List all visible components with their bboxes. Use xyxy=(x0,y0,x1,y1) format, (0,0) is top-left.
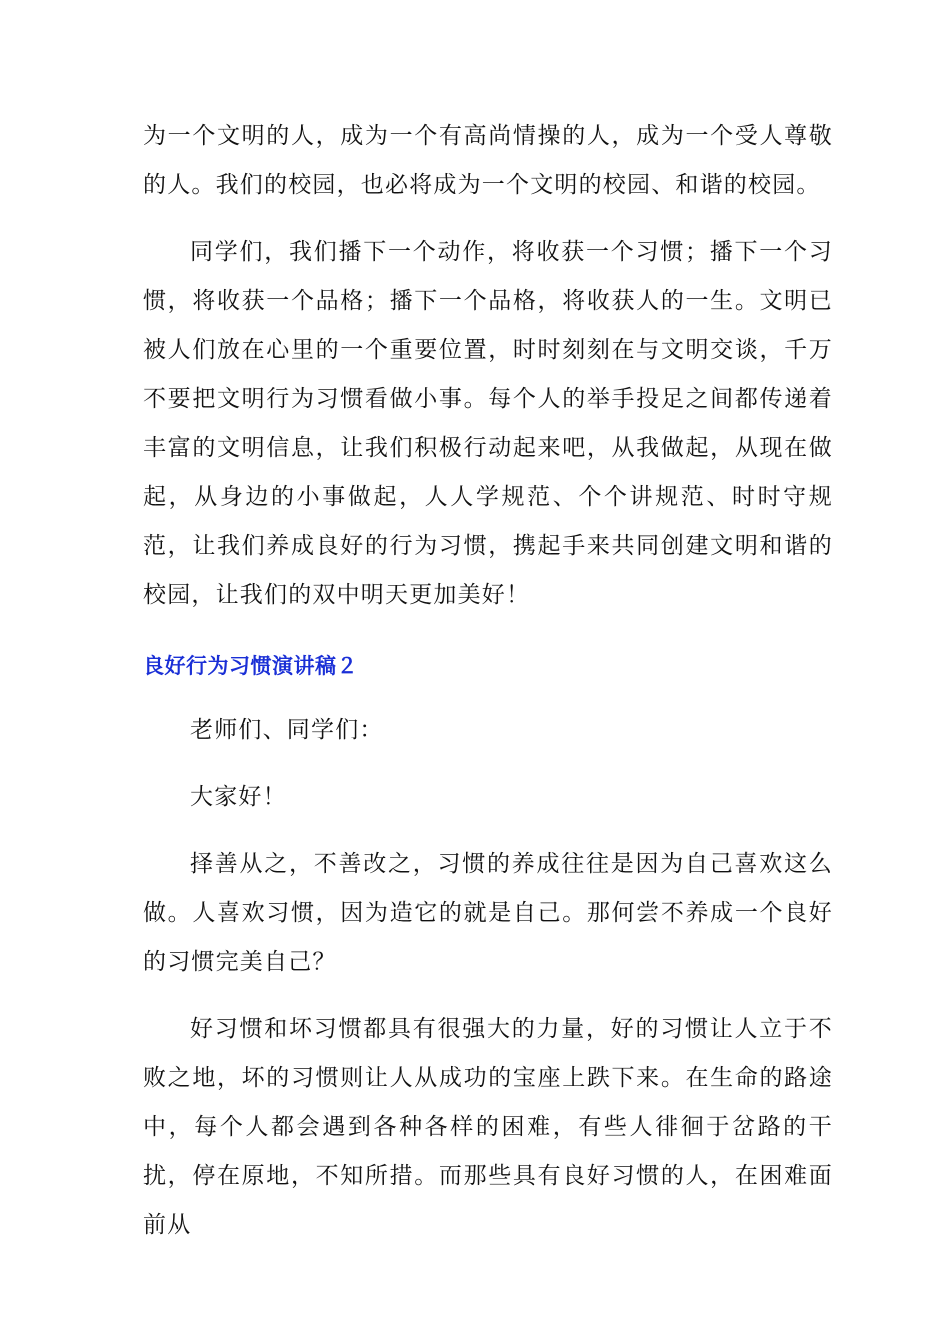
paragraph-habit-power: 好习惯和坏习惯都具有很强大的力量，好的习惯让人立于不败之地，坏的习惯则让人从成功的宝座上跌下来。在生命的路途中，每个人都会遇到各种各样的困难，有些人徘徊于岔路的干扰，停在原地，不知所措。而那些具有良好习惯的人，在困难面前从 xyxy=(143,1016,833,1238)
document-page xyxy=(143,112,833,1250)
section-heading: 良好行为习惯演讲稿２ xyxy=(143,654,358,678)
greeting-line: 老师们、同学们： xyxy=(190,717,384,743)
hello-line: 大家好！ xyxy=(190,784,287,810)
paragraph-continued: 为一个文明的人，成为一个有高尚情操的人，成为一个受人尊敬的人。我们的校园，也必将成为一个文明的校园、和谐的校园。 xyxy=(143,123,833,198)
paragraph-closing: 同学们，我们播下一个动作，将收获一个习惯；播下一个习惯，将收获一个品格；播下一个品格，将收获人的一生。文明已被人们放在心里的一个重要位置，时时刻刻在与文明交谈，千万不要把文明行为习惯看做小事。每个人的举手投足之间都传递着丰富的文明信息，让我们积极行动起来吧，从我做起，从现在做起，从身边的小事做起，人人学规范、个个讲规范、时时守规范，让我们养成良好的行为习惯，携起手来共同创建文明和谐的校园，让我们的双中明天更加美好！ xyxy=(143,239,833,608)
paragraph-habit-choice: 择善从之，不善改之，习惯的养成往往是因为自己喜欢这么做。人喜欢习惯，因为造它的就是自己。那何尝不养成一个良好的习惯完美自己？ xyxy=(143,851,833,975)
